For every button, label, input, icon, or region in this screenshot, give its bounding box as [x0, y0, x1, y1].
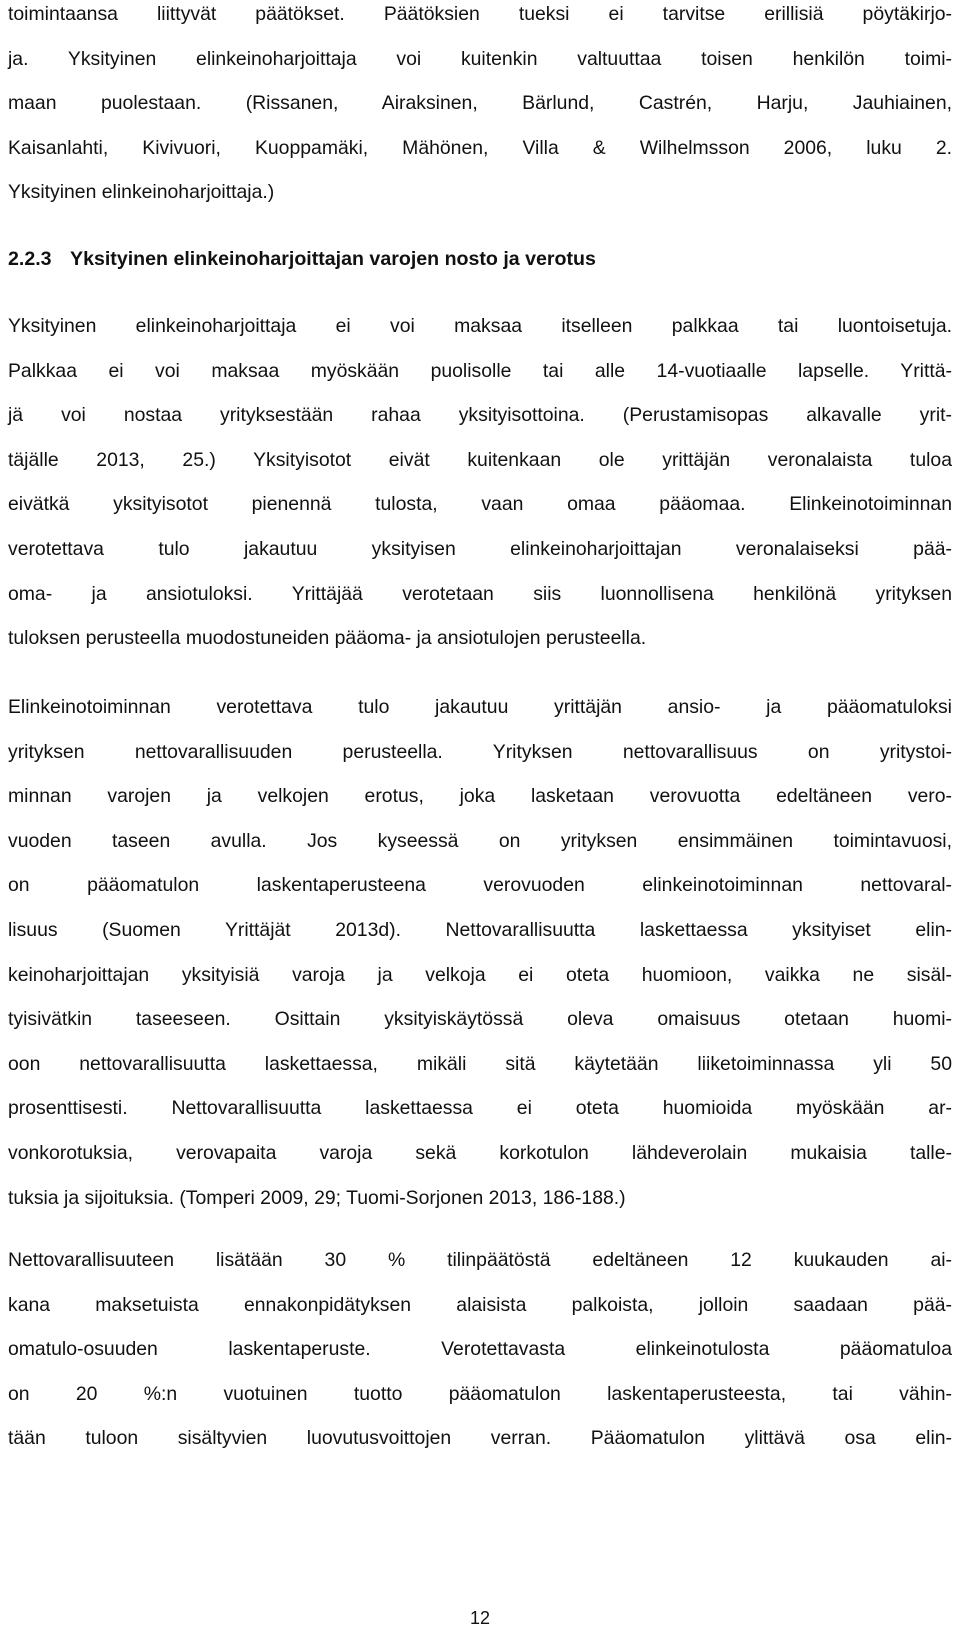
text-line: tuksia ja sijoituksia. (Tomperi 2009, 29; Tuomi-Sorjonen 2013, 186-188.)	[8, 1186, 626, 1209]
paragraph	[8, 685, 952, 1220]
text-line: ja. Yksityinen elinkeinoharjoittaja voi kuitenkin valtuuttaa toisen henkilön toimi-	[8, 47, 952, 70]
text-line: kana maksetuista ennakonpidätyksen alaisista palkoista, jolloin saadaan pää-	[8, 1293, 952, 1316]
text-line: keinoharjoittajan yksityisiä varoja ja velkoja ei oteta huomioon, vaikka ne sisäl-	[8, 963, 952, 986]
text-line: tuloksen perusteella muodostuneiden pääoma- ja ansiotulojen perusteella.	[8, 627, 647, 650]
text-line: yrityksen nettovarallisuuden perusteella. Yrityksen nettovarallisuus on yritystoi-	[8, 740, 952, 763]
text-line: jä voi nostaa yrityksestään rahaa yksityisottoina. (Perustamisopas alkavalle yrit-	[8, 404, 952, 427]
paragraph	[8, 1238, 952, 1461]
text-line: Kaisanlahti, Kivivuori, Kuoppamäki, Mähönen, Villa & Wilhelmsson 2006, luku 2.	[8, 136, 952, 159]
text-line: Yksityinen elinkeinoharjoittaja.)	[8, 181, 275, 204]
section-number: 2.2.3	[8, 248, 52, 270]
text-line: prosenttisesti. Nettovarallisuutta laskettaessa ei oteta huomioida myöskään ar-	[8, 1097, 952, 1120]
text-line: oon nettovarallisuutta laskettaessa, mikäli sitä käytetään liiketoiminnassa yli 50	[8, 1052, 952, 1075]
page-number: 12	[469, 1608, 491, 1628]
text-line: Yksityinen elinkeinoharjoittaja ei voi maksaa itselleen palkkaa tai luontoisetuja.	[8, 315, 952, 337]
section-heading	[8, 247, 596, 271]
text-line: täjälle 2013, 25.) Yksityisotot eivät kuitenkaan ole yrittäjän veronalaista tuloa	[8, 448, 952, 471]
text-line: omatulo-osuuden laskentaperuste. Verotettavasta elinkeinotulosta pääomatuloa	[8, 1338, 952, 1361]
text-line: on pääomatulon laskentaperusteena verovuoden elinkeinotoiminnan nettovaral-	[8, 874, 952, 897]
text-line: tään tuloon sisältyvien luovutusvoittojen verran. Pääomatulon ylittävä osa elin-	[8, 1427, 952, 1450]
paragraph	[8, 304, 952, 661]
text-line: toimintaansa liittyvät päätökset. Päätöksien tueksi ei tarvitse erillisiä pöytäkirjo-	[8, 3, 952, 25]
text-line: on 20 %:n vuotuinen tuotto pääomatulon laskentaperusteesta, tai vähin-	[8, 1382, 952, 1405]
text-line: vuoden taseen avulla. Jos kyseessä on yrityksen ensimmäinen toimintavuosi,	[8, 829, 952, 852]
text-line: verotettava tulo jakautuu yksityisen elinkeinoharjoittajan veronalaiseksi pää-	[8, 537, 952, 560]
text-line: lisuus (Suomen Yrittäjät 2013d). Nettovarallisuutta laskettaessa yksityiset elin-	[8, 918, 952, 941]
intro-paragraph	[8, 0, 952, 215]
text-line: tyisivätkin taseeseen. Osittain yksityiskäytössä oleva omaisuus otetaan huomi-	[8, 1008, 952, 1031]
text-line: eivätkä yksityisotot pienennä tulosta, vaan omaa pääomaa. Elinkeinotoiminnan	[8, 493, 952, 516]
text-line: maan puolestaan. (Rissanen, Airaksinen, Bärlund, Castrén, Harju, Jauhiainen,	[8, 92, 952, 115]
text-line: minnan varojen ja velkojen erotus, joka lasketaan verovuotta edeltäneen vero-	[8, 785, 952, 808]
text-line: Nettovarallisuuteen lisätään 30 % tilinpäätöstä edeltäneen 12 kuukauden ai-	[8, 1249, 952, 1271]
section-title: Yksityinen elinkeinoharjoittajan varojen nosto ja verotus	[70, 248, 596, 270]
text-line: vonkorotuksia, verovapaita varoja sekä korkotulon lähdeverolain mukaisia talle-	[8, 1141, 952, 1164]
text-line: Elinkeinotoiminnan verotettava tulo jakautuu yrittäjän ansio- ja pääomatuloksi	[8, 696, 952, 718]
text-line: oma- ja ansiotuloksi. Yrittäjää verotetaan siis luonnollisena henkilönä yrityksen	[8, 582, 952, 605]
text-line: Palkkaa ei voi maksaa myöskään puolisolle tai alle 14-vuotiaalle lapselle. Yrittä-	[8, 359, 952, 382]
